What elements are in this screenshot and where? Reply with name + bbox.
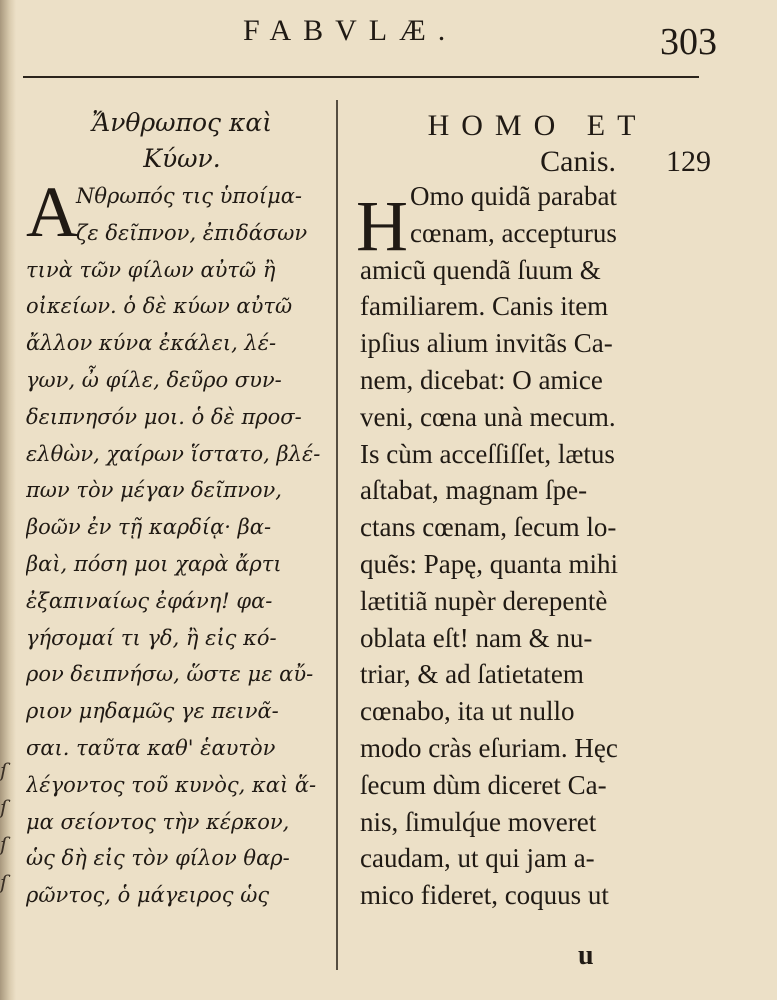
greek-drop-cap: A <box>26 172 78 252</box>
latin-line: Omo quidã parabat <box>410 181 617 211</box>
latin-line: quẽs: Papę, quanta mihi <box>360 548 618 579</box>
margin-mark: ſ <box>0 758 8 782</box>
greek-line: τινὰ τῶν φίλων αὐτῶ ἢ <box>26 257 276 282</box>
latin-line: ipſius alium invitãs Ca- <box>360 328 613 359</box>
latin-line: caudam, ut qui jam a- <box>360 843 595 874</box>
greek-line: ρον δειπνήσω, ὥστε με αὔ- <box>26 662 314 687</box>
latin-line: cœnabo, ita ut nullo <box>360 696 575 727</box>
latin-line: familiarem. Canis item <box>360 291 609 322</box>
fable-number: 129 <box>666 145 711 178</box>
greek-line: ελθὼν, χαίρων ἵστατο, βλέ- <box>26 441 321 466</box>
greek-line: μα σείοντος τὴν κέρκον, <box>26 809 290 834</box>
latin-drop-cap: H <box>356 186 408 266</box>
margin-mark: ſ <box>0 795 8 819</box>
latin-text <box>360 178 715 914</box>
latin-title-word: Canis. <box>540 145 616 178</box>
greek-line: γων, ὦ φίλε, δεῦρο συν- <box>26 367 282 392</box>
running-head: FABVLÆ. <box>243 14 458 47</box>
latin-line: oblata eſt! nam & nu- <box>360 622 593 653</box>
greek-line: ριον μηδαμῶς γε πεινᾶ- <box>26 699 279 724</box>
margin-mark: ſ <box>0 870 8 894</box>
latin-line: nem, dicebat: O amice <box>360 364 603 395</box>
greek-line: σαι. ταῦτα καθ' ἑαυτὸν <box>26 735 276 760</box>
greek-title-line: Κύων. <box>143 144 221 173</box>
greek-line: ἐξαπιναίως ἐφάνη! φα- <box>26 588 273 613</box>
latin-line: aſtabat, magnam ſpe- <box>360 475 588 506</box>
page-number: 303 <box>660 21 717 63</box>
column-divider <box>336 100 338 970</box>
latin-title-line: HOMO ET <box>427 109 648 142</box>
greek-title-line: Ἄνθρωπος καὶ <box>91 108 273 137</box>
greek-line: ρῶντος, ὁ μάγειρος ὡς <box>26 883 270 908</box>
greek-line: πων τὸν μέγαν δεῖπνον, <box>26 478 282 503</box>
catchword: u <box>578 940 594 971</box>
greek-line: βοῶν ἐν τῇ καρδίᾳ· βα- <box>26 515 272 540</box>
latin-line: mico fideret, coquus ut <box>360 880 609 911</box>
greek-line: δειπνησόν μοι. ὁ δὲ προσ- <box>26 404 302 429</box>
margin-mark: ſ <box>0 832 8 856</box>
greek-line: Νθρωπός τις ὑποίμα- <box>76 184 303 208</box>
greek-line: γήσομαί τι γδ, ἢ εἰς κό- <box>26 625 277 650</box>
greek-line: λέγοντος τοῦ κυνὸς, καὶ ἅ- <box>26 772 317 797</box>
latin-line: lætitiã nupèr derepentè <box>360 585 608 616</box>
latin-fable-title <box>360 108 715 180</box>
latin-line: Is cùm acceſſiſſet, lætus <box>360 438 615 469</box>
latin-line: nis, ſimulq́ue moveret <box>360 806 597 837</box>
header-rule <box>23 76 699 78</box>
greek-line: οἰκείων. ὁ δὲ κύων αὐτῶ <box>26 294 293 319</box>
greek-line: ζε δεῖπνον, ἐπιδάσων <box>76 220 308 245</box>
greek-line: βαὶ, πόση μοι χαρὰ ἄρτι <box>26 551 282 576</box>
latin-line: modo cràs eſuriam. Hęc <box>360 732 618 763</box>
latin-line: triar, & ad ſatietatem <box>360 659 584 690</box>
greek-fable-title <box>72 105 292 177</box>
latin-line: amicũ quendã ſuum & <box>360 254 601 285</box>
latin-line: cœnam, accepturus <box>410 217 617 248</box>
latin-title-subline <box>360 144 715 180</box>
greek-line: ἄλλον κύνα ἐκάλει, λέ- <box>26 331 277 356</box>
latin-line: ſecum dùm diceret Ca- <box>360 769 607 800</box>
greek-line: ὡς δὴ εἰς τὸν φίλον θαρ- <box>26 846 290 871</box>
greek-text <box>26 172 331 914</box>
latin-line: veni, cœna unà mecum. <box>360 401 616 432</box>
latin-line: ctans cœnam, ſecum lo- <box>360 512 617 543</box>
